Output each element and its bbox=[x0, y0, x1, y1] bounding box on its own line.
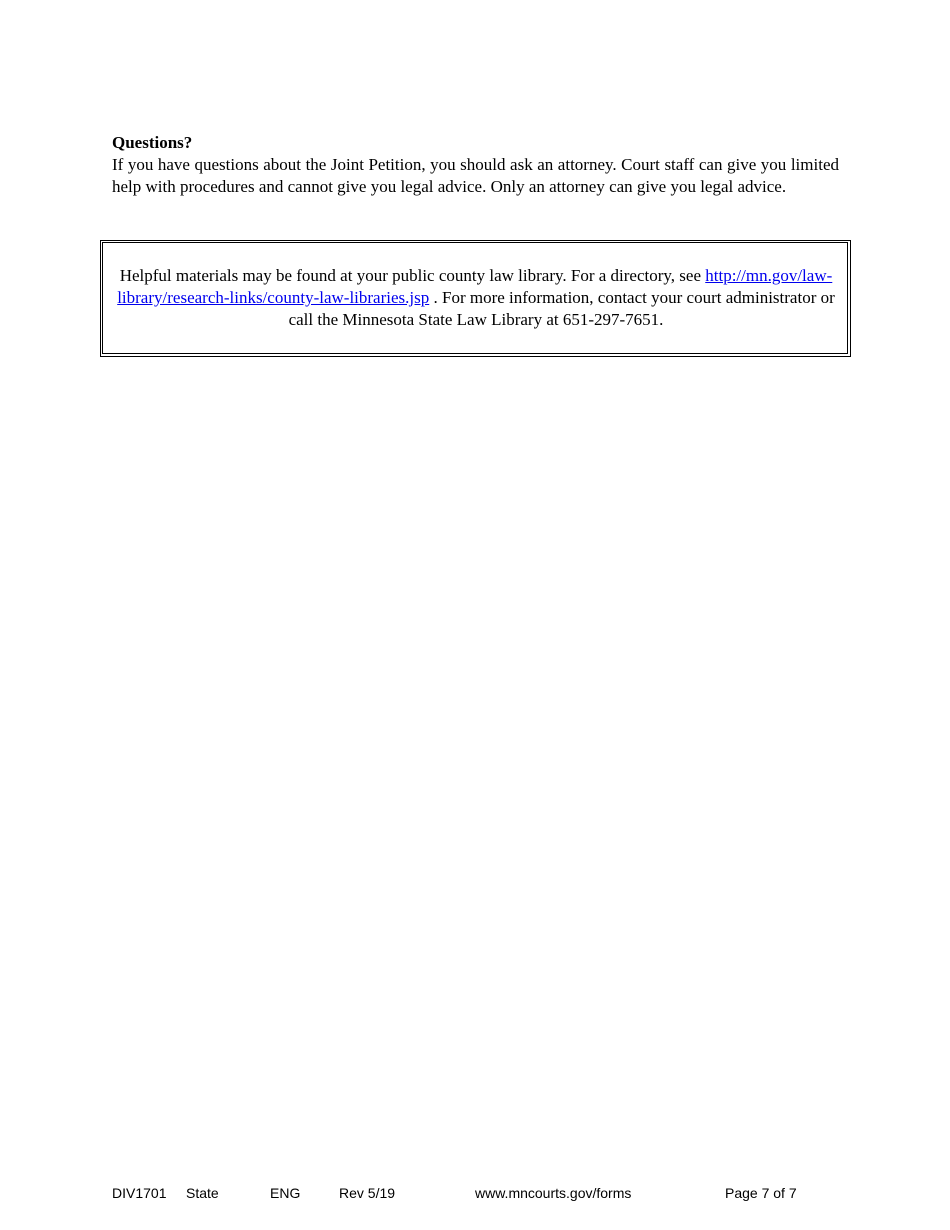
page-footer bbox=[0, 1185, 950, 1203]
info-text-before: Helpful materials may be found at your public county law library. For a directory, see bbox=[119, 266, 706, 285]
county-law-libraries-link[interactable]: http://mn.gov/law-library/research-links/county-law-libraries.jsp bbox=[117, 266, 833, 307]
footer-page-number: Page 7 of 7 bbox=[725, 1185, 797, 1201]
footer-website: www.mncourts.gov/forms bbox=[475, 1185, 632, 1201]
law-library-info-box bbox=[100, 240, 851, 357]
footer-form-id: DIV1701 bbox=[112, 1185, 167, 1201]
footer-jurisdiction: State bbox=[186, 1185, 219, 1201]
footer-revision: Rev 5/19 bbox=[339, 1185, 396, 1201]
questions-section bbox=[112, 133, 839, 197]
info-box-text bbox=[113, 265, 839, 331]
questions-heading: Questions? bbox=[112, 133, 193, 152]
questions-body: If you have questions about the Joint Petition, you should ask an attorney. Court staff can give you limited help with procedures and cannot give you legal advice. Only an attorney can give you legal advice. bbox=[112, 155, 839, 196]
footer-language: ENG bbox=[270, 1185, 301, 1201]
info-text-after: . For more information, contact your court administrator or call the Minnesota State Law Library at 651-297-7651. bbox=[288, 288, 835, 329]
